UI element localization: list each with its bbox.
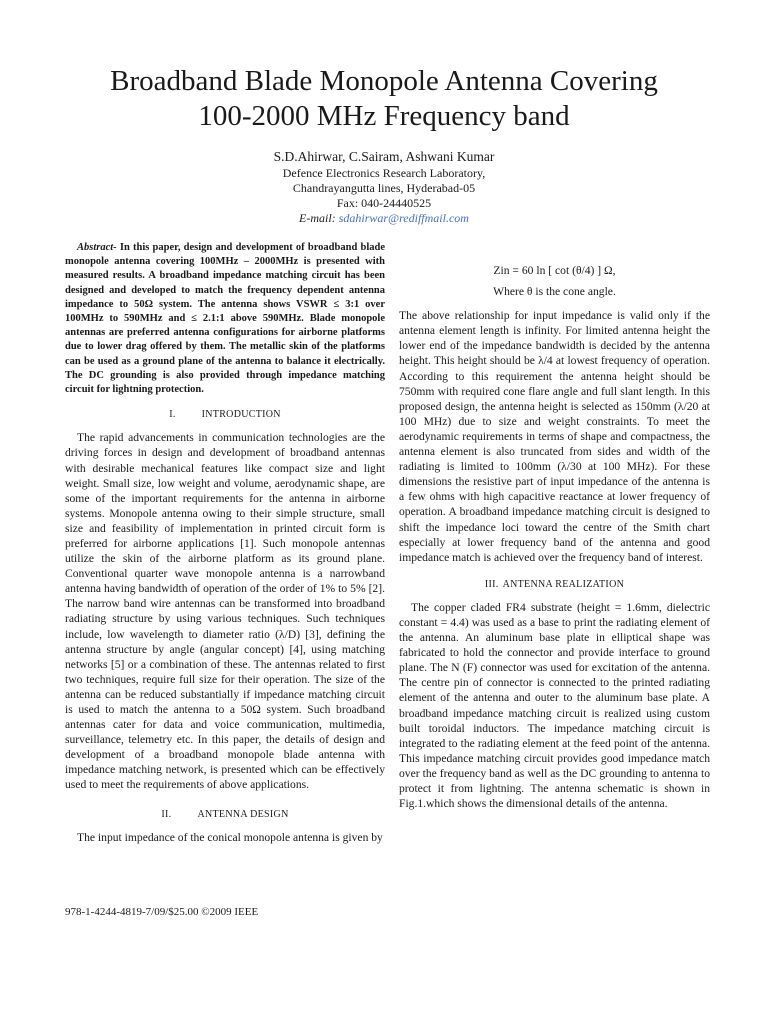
title-line-2: 100-2000 MHz Frequency band [198,100,570,132]
email-label: E-mail: [299,211,339,225]
impedance-equation: Zin = 60 ln [ cot (θ/4) ] Ω, [493,264,616,277]
copyright-footer: 978-1-4244-4819-7/09/$25.00 ©2009 IEEE [65,906,259,918]
email-line [0,211,768,226]
section-title: ANTENNA DESIGN [197,808,289,820]
antenna-realization-paragraph: The copper claded FR4 substrate (height = 1.6mm, dielectric constant = 4.4) was used as a base to print the radiating element of the antenna. An aluminum base plate in elliptical shape was fabricated to hold the connector and provide interface to ground plane. The N (F) connector was used for excitation of the antenna. The centre pin of connector is connected to the printed radiating element of the antenna and outer to the aluminum base plate. A broadband impedance matching circuit is realized using custom built toroidal inductors. The impedance matching circuit is integrated to the radiating element at the feed point of the antenna. This impedance matching circuit provides good impedance match over the frequency band as well as the DC grounding to antenna to protect it from lightning. The antenna schematic is shown in Fig.1.which shows the dimensional details of the antenna. [399,600,710,811]
equation-where-clause: Where θ is the cone angle. [493,285,616,299]
author-list: S.D.Ahirwar, C.Sairam, Ashwani Kumar [273,149,495,164]
section-title: ANTENNA REALIZATION [502,578,625,590]
left-column [65,241,385,845]
section-heading-introduction [65,407,385,422]
section-heading-antenna-design [65,807,385,822]
affiliation-block [0,166,768,226]
abstract-text: In this paper, design and development of broadband blade monopole antenna covering 100MHz – 2000MHz is presented with measured results. A broadband impedance matching circuit has been designed and developed to match the frequency dependent antenna impedance to 50Ω system. The antenna shows VSWR ≤ 3:1 over 100MHz to 590MHz and ≤ 2.1:1 above 590MHz. Blade monopole antennas are preferred antenna configurations for airborne platforms due to lower drag offered by them. The metallic skin of the platforms can be used as a ground plane of the antenna to balance it electrically. The DC grounding is also provided through impedance matching circuit for lightning protection. [65,242,385,396]
affiliation-line: Fax: 040-24440525 [336,196,432,210]
section-title: INTRODUCTION [201,409,281,421]
title-line-1: Broadband Blade Monopole Antenna Covering [110,65,658,97]
paper-title [40,64,728,134]
section-number: I. [169,409,176,421]
abstract [65,241,385,397]
introduction-paragraph: The rapid advancements in communication technologies are the driving forces in design and development of broadband antennas with desirable mechanical features like compact size and light weight. Small size, low weight and volume, aerodynamic shape, are some of the important requirements for the antenna in airborne systems. Monopole antenna owing to their simple structure, small size and feasibility of implementation in printed circuit form is preferred for airborne applications [1]. Such monopole antennas utilize the skin of the airborne platform as its ground plane. Conventional quarter wave monopole antenna is a narrowband antenna having bandwidth of operation of the order of 1% to 5% [2]. The narrow band wire antennas can be transformed into broadband radiating structure by using various techniques. Such techniques include, low wavelength to diameter ratio (λ/D) [3], defining the antenna structure by angle (angular concept) [4], using matching networks [5] or a combination of these. The antennas related to first two techniques, require full size for their operation. The size of the antenna can be reduced substantially if impedance matching circuit is used to match the antenna to a 50Ω system. Such broadband antennas cater for data and voice communication, multimedia, surveillance, telemetry etc. In this paper, the details of design and development of a broadband monopole blade antenna with impedance matching network, is presented which can be effectively used to meet the requirements of above applications. [65,431,385,792]
right-column [399,263,710,811]
abstract-lead: Abstract- [77,242,117,253]
antenna-design-paragraph-continued: The above relationship for input impedance is valid only if the antenna element length is infinity. For limited antenna height the lower end of the impedance bandwidth is decided by the antenna height. This height should be λ/4 at lowest frequency of operation. According to this requirement the antenna height should be 750mm with required cone flare angle and full slant length. In this proposed design, the antenna height is selected as 150mm (λ/20 at 100 MHz) due to size and weight constraints. To meet the aerodynamic requirements in terms of shape and compactness, the antenna element is also truncated from sides and width of the radiating is limited to 100mm (λ/30 at 100 MHz). For these dimensions the resistive part of input impedance of the antenna is a few ohms with high capacitive reactance at lower frequency of operation. A broadband impedance matching circuit is designed to shift the impedance loci toward the centre of the Smith chart especially at lower frequency band of the antenna and good impedance match is achieved over the frequency band of interest. [399,309,710,564]
email-link[interactable]: sdahirwar@rediffmail.com [338,211,469,225]
section-heading-antenna-realization [399,577,710,592]
affiliation-line: Defence Electronics Research Laboratory, [282,166,486,180]
affiliation-line: Chandrayangutta lines, Hyderabad-05 [292,181,476,195]
section-number: II. [161,808,172,820]
section-number: III. [484,578,499,590]
antenna-design-paragraph: The input impedance of the conical monopole antenna is given by [77,830,383,844]
